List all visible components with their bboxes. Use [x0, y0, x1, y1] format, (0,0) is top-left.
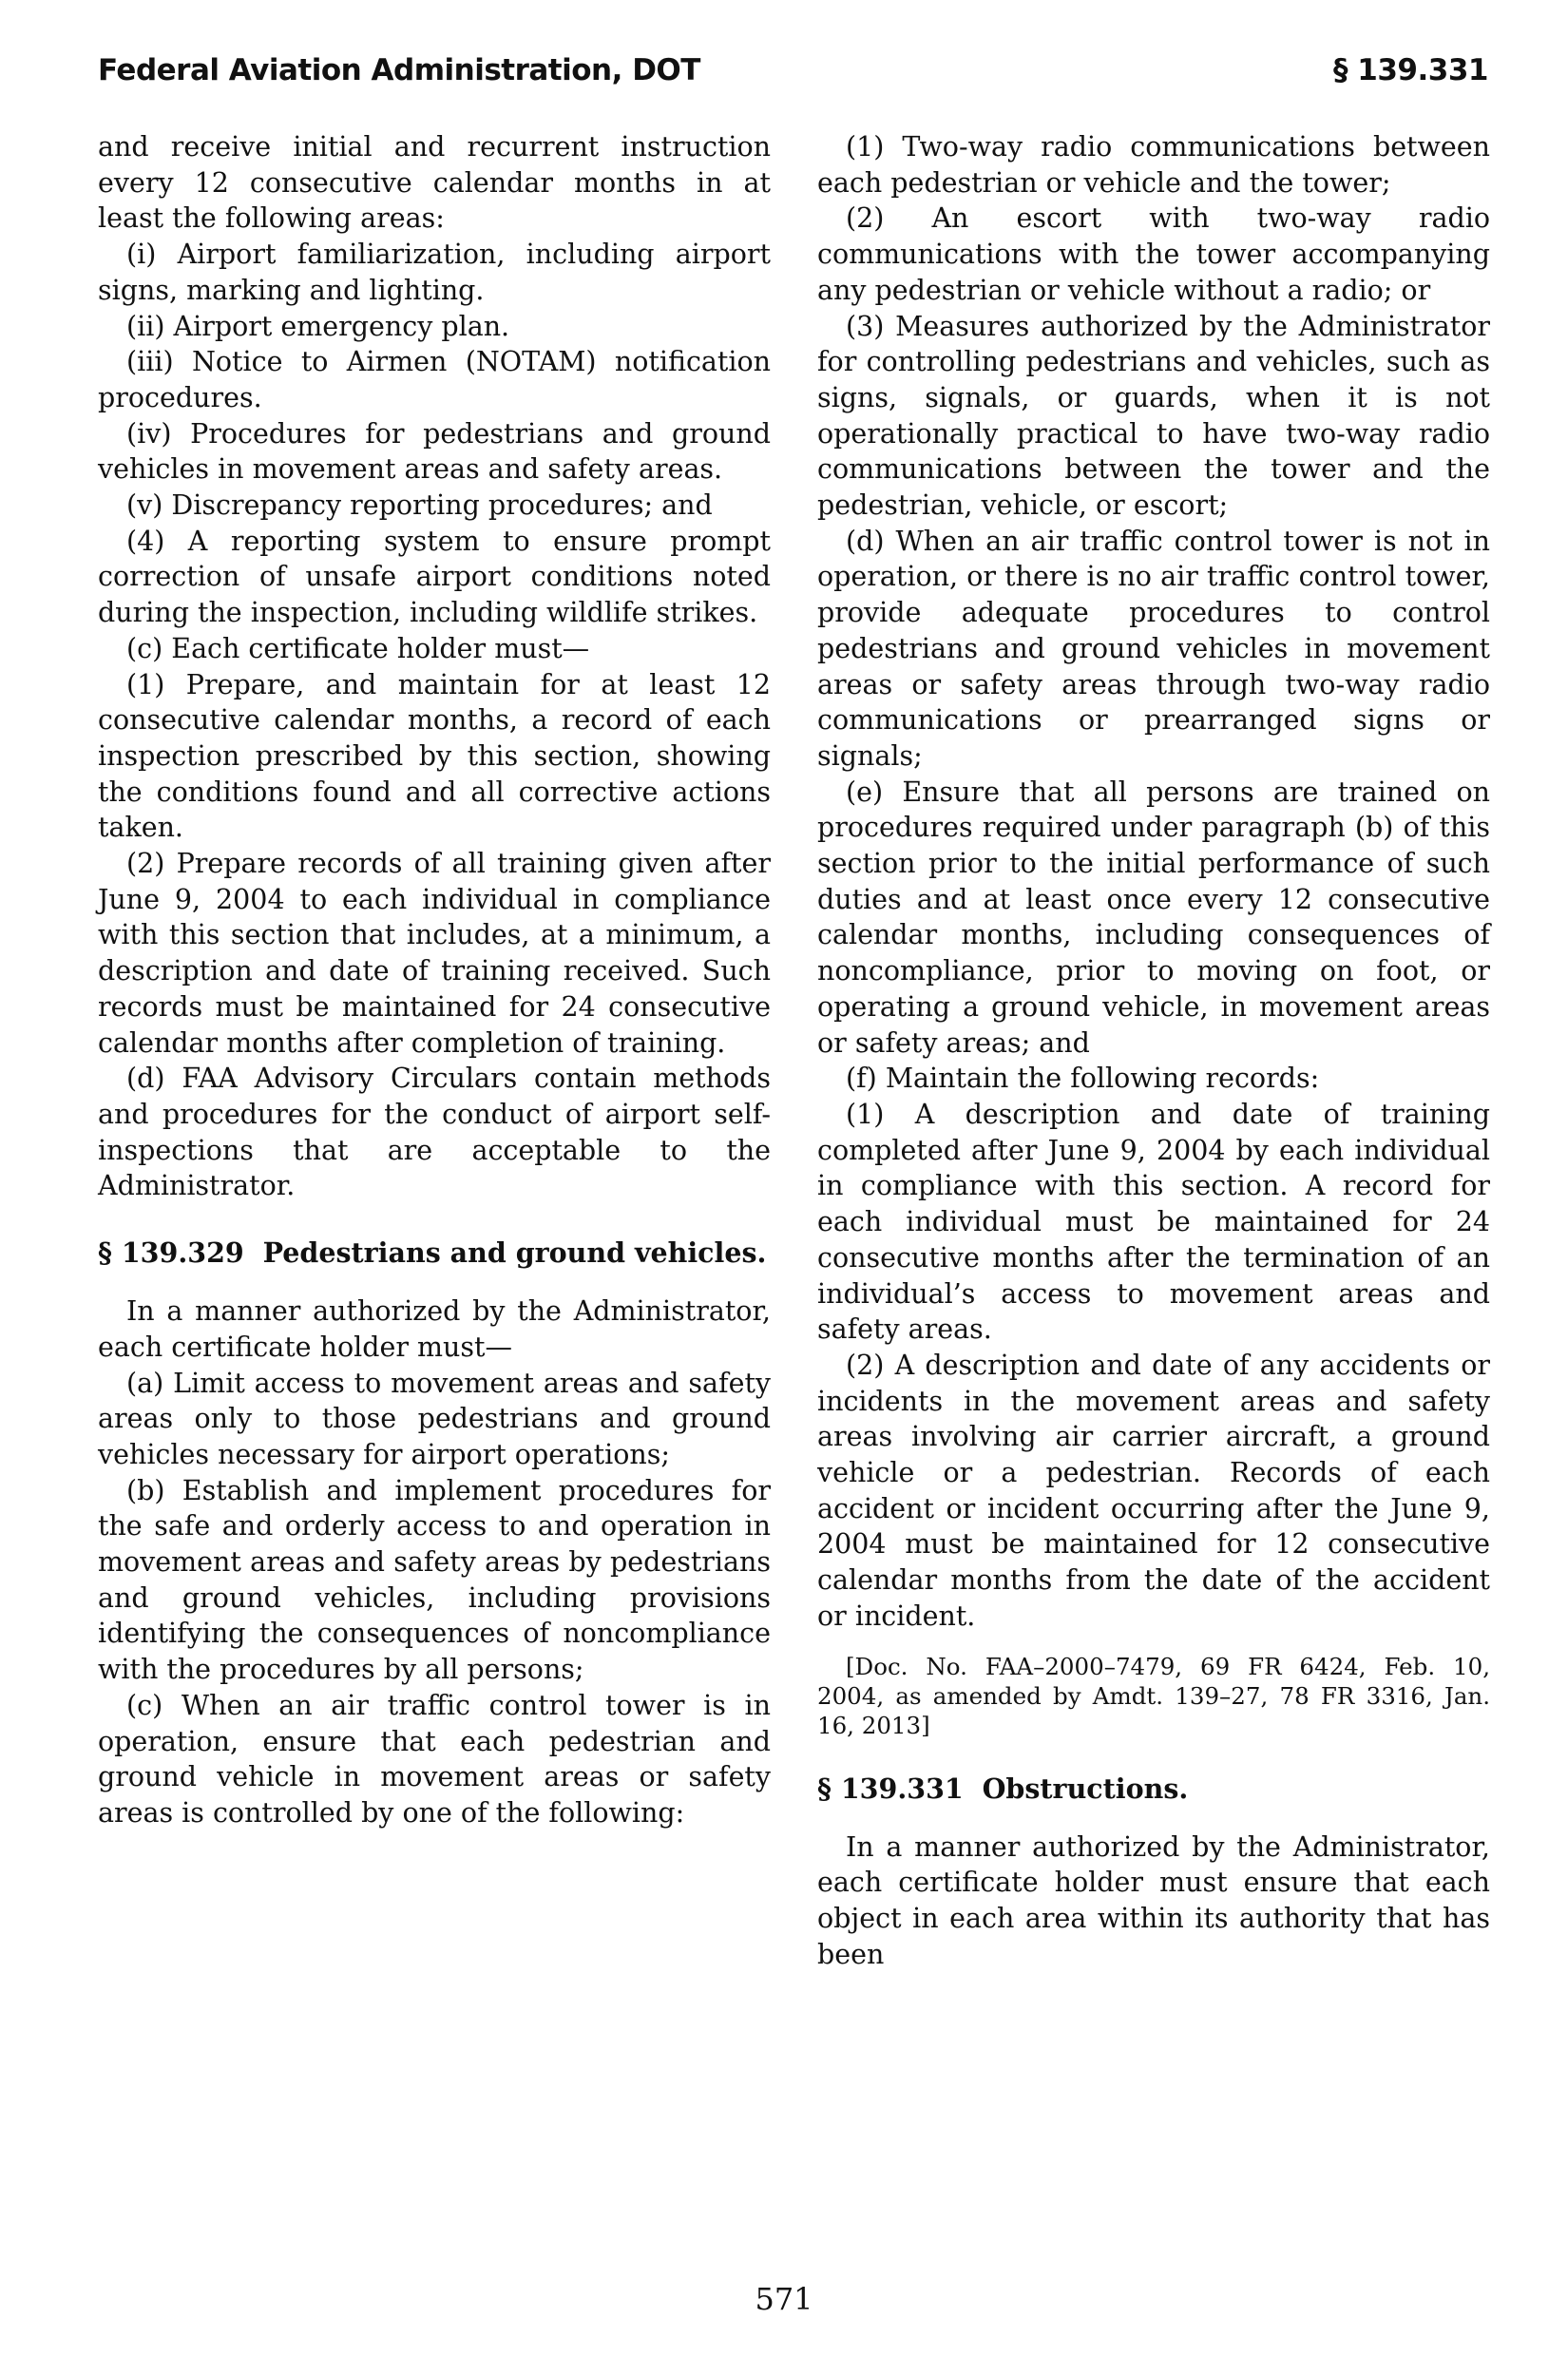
- paragraph: In a manner authorized by the Administrator, each certificate holder must ensure that each object in each area within its authority that has been: [817, 1830, 1490, 1970]
- paragraph: (a) Limit access to movement areas and safety areas only to those pedestrians and ground vehicles necessary for airport operations;: [98, 1367, 771, 1470]
- paragraph: (d) When an air traffic control tower is not in operation, or there is no air traffic control tower, provide adequate procedures to control pedestrians and ground vehicles in movement areas or safety areas through two-way radio communications or prearranged signs or signals;: [817, 525, 1490, 772]
- paragraph: (1) A description and date of training completed after June 9, 2004 by each individual in compliance with this section. A record for each individual must be maintained for 24 consecutive months after the termination of an individual’s access to movement areas and safety areas.: [817, 1098, 1490, 1346]
- paragraph: (4) A reporting system to ensure prompt correction of unsafe airport conditions noted during the inspection, including wildlife strikes.: [98, 525, 771, 629]
- right-column: [817, 129, 1490, 1972]
- paragraph: (i) Airport familiarization, including airport signs, marking and lighting.: [98, 239, 771, 306]
- paragraph: (b) Establish and implement procedures for the safe and orderly access to and operation in movement areas and safety areas by pedestrians and ground vehicles, including provisions identifying the consequences of noncompliance with the procedures by all persons;: [98, 1474, 771, 1686]
- paragraph: and receive initial and recurrent instruction every 12 consecutive calendar months in at least the following areas:: [98, 131, 771, 235]
- section-number: § 139.331: [817, 1772, 964, 1805]
- paragraph: (1) Prepare, and maintain for at least 12 consecutive calendar months, a record of each inspection prescribed by this section, showing the conditions found and all corrective actions taken.: [98, 668, 771, 844]
- paragraph: (c) When an air traffic control tower is in operation, ensure that each pedestrian and ground vehicle in movement areas or safety areas is controlled by one of the following:: [98, 1689, 771, 1829]
- source-citation: [Doc. No. FAA–2000–7479, 69 FR 6424, Feb. 10, 2004, as amended by Amdt. 139–27, 78 FR 3316, Jan. 16, 2013]: [817, 1652, 1490, 1739]
- running-head-agency: Federal Aviation Administration, DOT: [98, 53, 700, 87]
- paragraph: (3) Measures authorized by the Administrator for controlling pedestrians and vehicles, such as signs, signals, or guards, when it is not operationally practical to have two-way radio communications between the tower and the pedestrian, vehicle, or escort;: [817, 310, 1490, 522]
- paragraph: (c) Each certificate holder must—: [126, 632, 590, 664]
- paragraph: (2) Prepare records of all training given after June 9, 2004 to each individual in compliance with this section that includes, at a minimum, a description and date of training received. Such records must be maintained for 24 consecutive calendar months after completion of training.: [98, 848, 771, 1059]
- paragraph: (2) An escort with two-way radio communications with the tower accompanying any pedestrian or vehicle without a radio; or: [817, 202, 1490, 306]
- section-heading-139-329: [98, 1236, 771, 1269]
- paragraph: (1) Two-way radio communications between each pedestrian or vehicle and the tower;: [817, 131, 1490, 199]
- section-title: Pedestrians and ground vehicles.: [262, 1236, 767, 1270]
- paragraph: (v) Discrepancy reporting procedures; and: [126, 489, 713, 522]
- paragraph: (f) Maintain the following records:: [846, 1063, 1320, 1095]
- page-number: 571: [755, 2281, 813, 2317]
- paragraph: (iv) Procedures for pedestrians and ground vehicles in movement areas and safety areas.: [98, 417, 771, 486]
- section-number: § 139.329: [98, 1236, 244, 1270]
- left-column: [98, 129, 771, 1831]
- running-head-section: § 139.331: [1333, 53, 1488, 87]
- paragraph: (iii) Notice to Airmen (NOTAM) notification procedures.: [98, 346, 771, 413]
- paragraph: (ii) Airport emergency plan.: [126, 310, 510, 342]
- paragraph: (d) FAA Advisory Circulars contain methods and procedures for the conduct of airport self-inspections that are acceptable to the Administrator.: [98, 1063, 771, 1202]
- paragraph: In a manner authorized by the Administrator, each certificate holder must—: [98, 1295, 771, 1363]
- paragraph: (e) Ensure that all persons are trained on procedures required under paragraph (b) of this section prior to the initial performance of such duties and at least once every 12 consecutive calendar months, including consequences of noncompliance, prior to moving on foot, or operating a ground vehicle, in movement areas or safety areas; and: [817, 776, 1490, 1059]
- section-heading-139-331: [817, 1772, 1490, 1805]
- running-head: [98, 53, 1488, 95]
- section-title: Obstructions.: [982, 1772, 1189, 1805]
- paragraph: (2) A description and date of any accidents or incidents in the movement areas and safety areas involving air carrier aircraft, a ground vehicle or a pedestrian. Records of each accident or incident occurring after the June 9, 2004 must be maintained for 12 consecutive calendar months from the date of the accident or incident.: [817, 1349, 1490, 1632]
